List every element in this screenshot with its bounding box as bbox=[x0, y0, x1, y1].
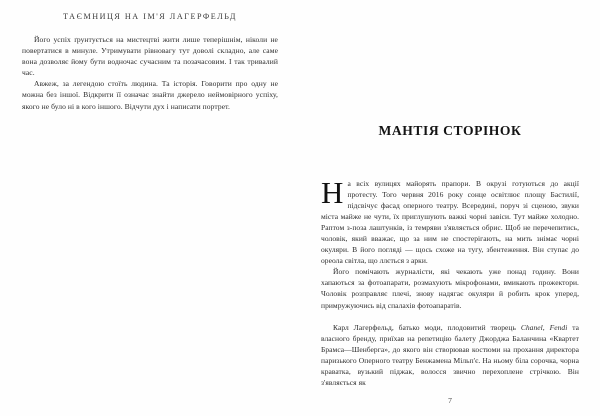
paragraph-spacer bbox=[321, 311, 579, 322]
page-number: 7 bbox=[448, 396, 452, 405]
recto-paragraph-1-text: а всіх вулицях майорять прапори. В окрузі готуються до акції протесту. Того червня 2016 року сонце освітлює площу Бастилії, підсвічує фасад оперного театру. Всередині, поруч зі сценою, звуки міста майже не чути, їх приглушують важкі чорні завіси. Тут майже холодно. Раптом з-поза лаштунків, із темряви з'являється обрис. Щоб не перечепитись, чоловік, який вважає, що за ним не спостерігають, на мить знімає чорні окуляри. В його погляді — щось схоже на тугу, збентеження. Він ступає до ореола світла, що ллється з арки. bbox=[321, 179, 579, 266]
recto-body bbox=[321, 175, 579, 388]
recto-paragraph-3-part-c: та власного бренду, приїхав на репетицію балету Джорджа Баланчина «Квартет Брамса—Шенберга», до якого він створював костюми на прохання директора паризького Оперного театру Бенжамена Мільп'є. На ньому біла сорочка, чорна краватка, вузький піджак, волосся звично перехоплене стрічкою. Він з'являється як bbox=[321, 322, 579, 387]
recto-paragraph-3-part-a: Карл Лагерфельд, батько моди, плодовитий творець bbox=[333, 322, 521, 332]
recto-paragraph-2: Його помічають журналісти, які чекають уже понад годину. Вони хапаються за фотоапарати, розмахують мікрофонами, вмикають прожектори. Чоловік розправляє плечі, знову надягає окуляри й робить крок уперед, примружуючись від спалахів фотоапаратів. bbox=[321, 267, 579, 310]
brand-name-fendi: Fendi bbox=[549, 322, 568, 332]
recto-paragraph-3-part-b: , bbox=[542, 322, 550, 332]
verso-paragraph-2: Авжеж, за легендою стоїть людина. Та історія. Говорити про одну не можна без іншої. Відкрити її означає знайти джерело неймовірного успіху, якого не було ні в кого іншого. Відчути дух і написати портрет. bbox=[22, 79, 278, 111]
brand-name-chanel: Chanel bbox=[520, 322, 543, 332]
recto-paragraph-3 bbox=[321, 322, 579, 388]
recto-paragraph-1: Н а всіх вулицях майорять прапори. В окрузі готуються до акції протесту. Того червня 2016 року сонце освітлює площу Бастилії, підсвічує фасад оперного театру. Всередині, поруч зі сценою, звуки міста майже не чути, їх приглушують важкі чорні завіси. Тут майже холодно. Раптом з-поза лаштунків, із темряви з'являється обрис. Щоб не перечепитись, чоловік, який вважає, що за ним не спостерігають, на мить знімає чорні окуляри. В його погляді — щось схоже на тугу, збентеження. Він ступає до ореола світла, що ллється з арки. bbox=[321, 175, 579, 266]
running-head: ТАЄМНИЦЯ НА ІМ'Я ЛАГЕРФЕЛЬД bbox=[63, 12, 237, 21]
verso-paragraph-1: Його успіх ґрунтується на мистецтві жити лише теперішнім, ніколи не повертатися в минуле. Утримувати рівновагу тут доволі складно, але саме вона дозволяє йому бути водночас сучасним та позачасовим. І так тривалий час. bbox=[22, 35, 278, 78]
chapter-title: МАНТІЯ СТОРІНОК bbox=[378, 123, 522, 138]
recto-page bbox=[300, 0, 600, 416]
